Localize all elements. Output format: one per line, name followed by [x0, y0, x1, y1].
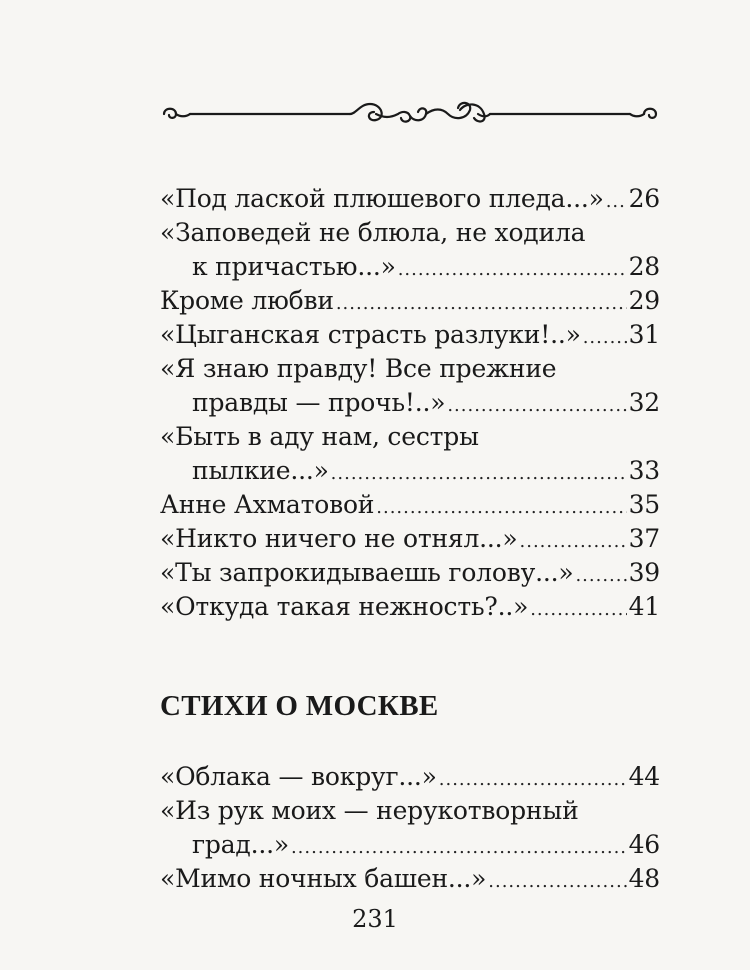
toc-entry: [160, 828, 660, 862]
toc-entry-title: «Из рук моих — нерукотворный: [160, 796, 579, 825]
dot-leader: [376, 491, 626, 525]
dot-leader: [488, 865, 626, 899]
toc-entry-page: 32: [628, 388, 660, 417]
toc-entry-title: «Цыганская страсть разлуки!..»: [160, 320, 581, 349]
dot-leader: [520, 525, 627, 559]
toc-entry-page: 46: [628, 830, 660, 859]
toc-entry: [160, 590, 660, 624]
dot-leader: [291, 831, 627, 865]
toc-entry-page: 48: [628, 864, 660, 893]
dot-leader: [606, 185, 627, 219]
toc-entry-line: [160, 216, 660, 250]
toc-entry: [160, 386, 660, 420]
toc-section-two: [160, 760, 660, 896]
toc-entry: [160, 284, 660, 318]
dot-leader: [439, 763, 627, 797]
toc-entry-page: 35: [628, 490, 660, 519]
toc-section-one: [160, 182, 660, 624]
toc-entry-page: 31: [628, 320, 660, 349]
toc-entry: [160, 488, 660, 522]
toc-entry-title: Кроме любви: [160, 286, 334, 315]
toc-entry-title: «Облака — вокруг...»: [160, 762, 437, 791]
page-number: 231: [352, 905, 398, 933]
toc-entry-page: 41: [628, 592, 660, 621]
toc-entry-title-cont: град...»: [192, 830, 289, 859]
toc-entry: [160, 318, 660, 352]
toc-entry: [160, 760, 660, 794]
toc-entry: [160, 250, 660, 284]
scroll-ornament-icon: [160, 92, 660, 132]
toc-entry-title: «Откуда такая нежность?..»: [160, 592, 529, 621]
toc-entry: [160, 454, 660, 488]
dot-leader: [575, 559, 626, 593]
toc-entry-page: 37: [628, 524, 660, 553]
dot-leader: [331, 457, 627, 491]
toc-entry-line: [160, 794, 660, 828]
toc-entry: [160, 522, 660, 556]
toc-entry-title-cont: к причастью...»: [192, 252, 396, 281]
toc-entry: [160, 182, 660, 216]
dot-leader: [398, 253, 627, 287]
toc-entry-title: «Никто ничего не отнял...»: [160, 524, 518, 553]
toc-entry-title: «Мимо ночных башен...»: [160, 864, 487, 893]
toc-entry-page: 33: [628, 456, 660, 485]
toc-entry-page: 26: [628, 184, 660, 213]
toc-entry-title: «Под лаской плюшевого пледа...»: [160, 184, 604, 213]
toc-entry-page: 44: [628, 762, 660, 791]
section-heading: СТИХИ О МОСКВЕ: [160, 690, 439, 722]
dot-leader: [447, 389, 626, 423]
toc-entry-title: Анне Ахматовой: [160, 490, 375, 519]
toc-entry-title: «Заповедей не блюла, не ходила: [160, 218, 586, 247]
toc-entry: [160, 862, 660, 896]
toc-entry-title: «Быть в аду нам, сестры: [160, 422, 479, 451]
toc-entry-page: 29: [628, 286, 660, 315]
toc-entry-title: «Я знаю правду! Все прежние: [160, 354, 557, 383]
dot-leader: [336, 287, 627, 321]
dot-leader: [530, 593, 626, 627]
toc-entry-line: [160, 352, 660, 386]
toc-entry-page: 39: [628, 558, 660, 587]
toc-entry: [160, 556, 660, 590]
toc-entry-page: 28: [628, 252, 660, 281]
toc-entry-title: «Ты запрокидываешь голову...»: [160, 558, 574, 587]
dot-leader: [583, 321, 627, 355]
toc-entry-title-cont: пылкие...»: [192, 456, 329, 485]
toc-entry-line: [160, 420, 660, 454]
toc-entry-title-cont: правды — прочь!..»: [192, 388, 446, 417]
